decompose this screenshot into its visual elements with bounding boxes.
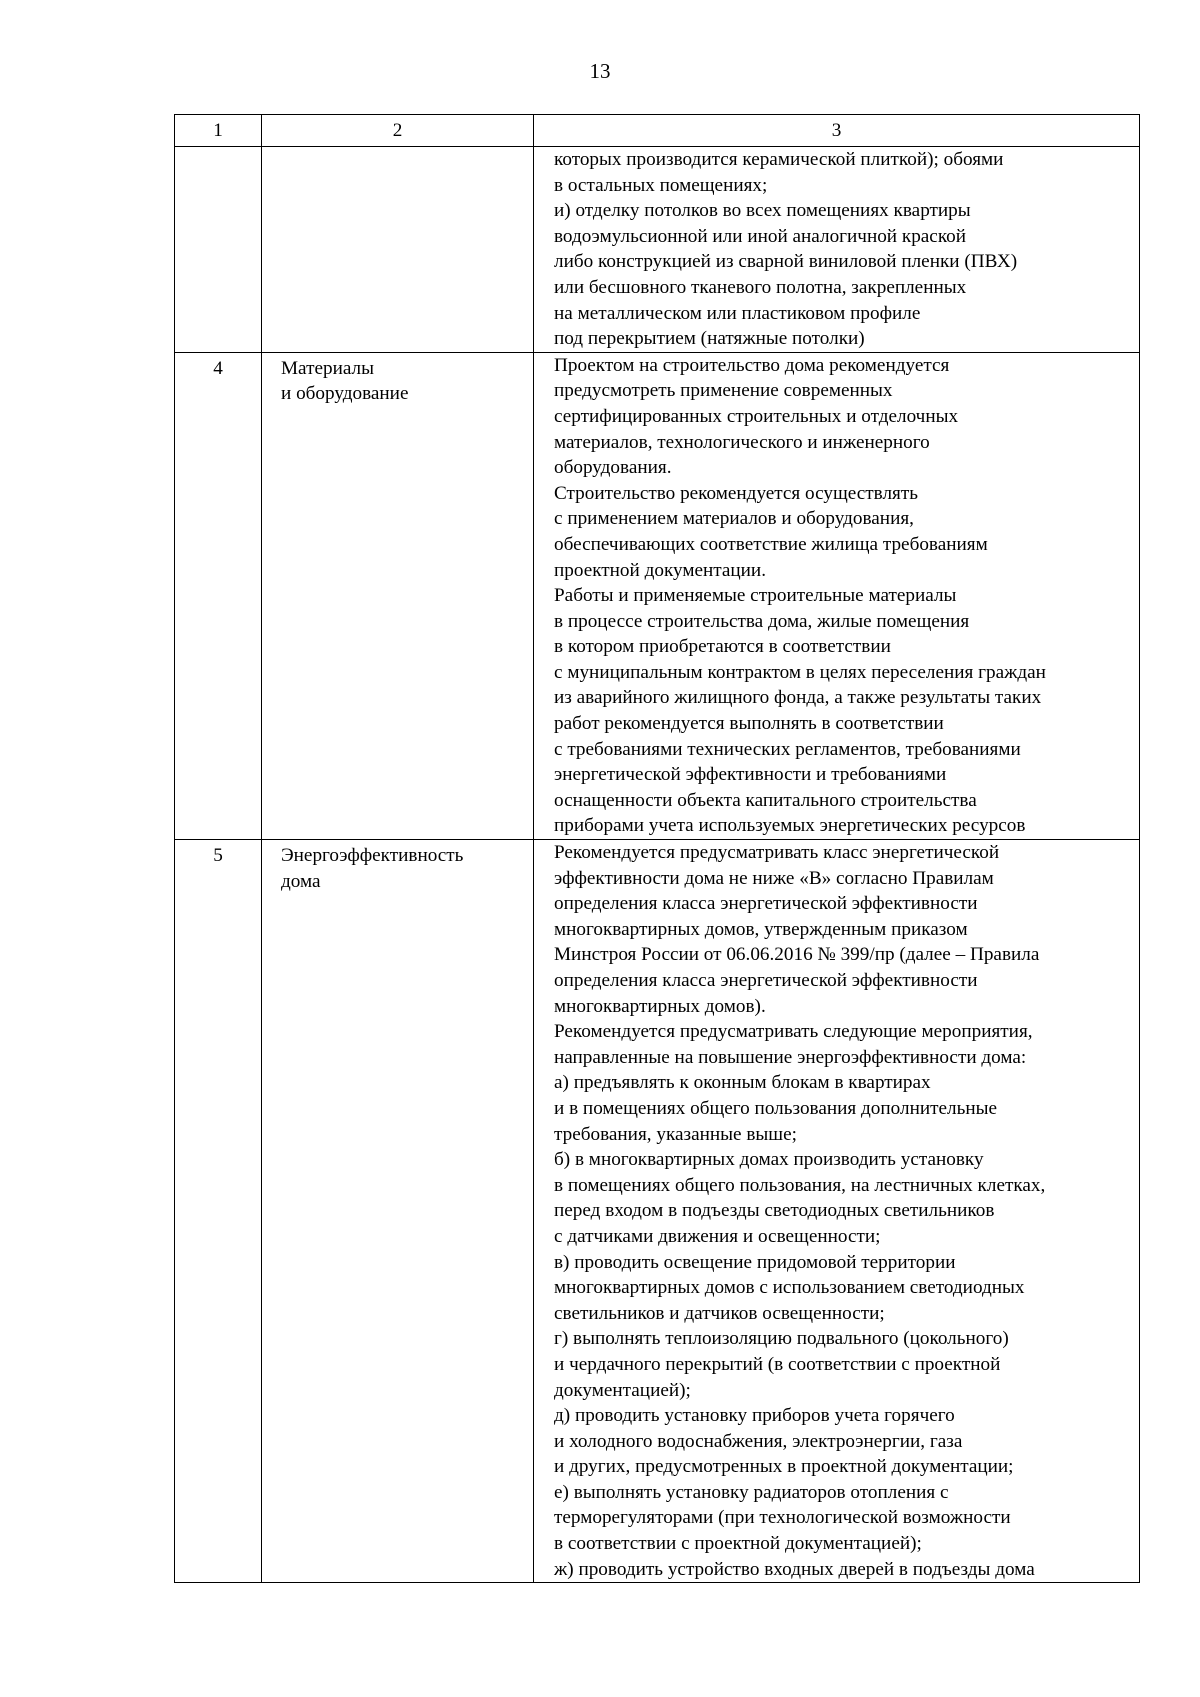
text-line: с датчиками движения и освещенности; — [554, 1225, 881, 1247]
row-number: 4 — [175, 352, 262, 839]
text-line: на металлическом или пластиковом профиле — [554, 302, 921, 324]
text-line: приборами учета используемых энергетических ресурсов — [554, 815, 1026, 837]
row-number: 5 — [175, 840, 262, 1583]
row-title — [262, 352, 534, 839]
row-content — [534, 840, 1140, 1583]
row-content — [534, 147, 1140, 353]
row-title — [262, 840, 534, 1583]
text-line: г) выполнять теплоизоляцию подвального (цокольного) — [554, 1328, 1009, 1350]
text-line: эффективности дома не ниже «В» согласно Правилам — [554, 867, 994, 889]
table-row — [175, 352, 1140, 839]
requirements-table — [174, 114, 1140, 1583]
text-line: в остальных помещениях; — [554, 174, 768, 196]
text-line: Строительство рекомендуется осуществлять — [554, 482, 918, 504]
text-line: материалов, технологического и инженерного — [554, 431, 930, 453]
table-row — [175, 147, 1140, 353]
column-header-3: 3 — [534, 115, 1140, 147]
column-header-1: 1 — [175, 115, 262, 147]
text-line: сертифицированных строительных и отделочных — [554, 405, 959, 427]
text-line: светильников и датчиков освещенности; — [554, 1302, 885, 1324]
text-line: которых производится керамической плиткой); обоями — [554, 149, 1004, 170]
text-line: в котором приобретаются в соответствии — [554, 636, 891, 658]
title-line: и оборудование — [281, 383, 409, 405]
text-line: обеспечивающих соответствие жилища требованиям — [554, 533, 988, 555]
text-line: многоквартирных домов). — [554, 995, 766, 1017]
text-line: и холодного водоснабжения, электроэнергии, газа — [554, 1430, 963, 1452]
text-line: определения класса энергетической эффективности — [554, 970, 978, 991]
row-content — [534, 352, 1140, 839]
text-line: д) проводить установку приборов учета горячего — [554, 1405, 955, 1427]
text-line: терморегуляторами (при технологической возможности — [554, 1507, 1011, 1529]
text-line: водоэмульсионной или иной аналогичной краской — [554, 225, 967, 247]
text-line: и других, предусмотренных в проектной документации; — [554, 1456, 1014, 1478]
text-line: с применением материалов и оборудования, — [554, 508, 914, 530]
text-line: в) проводить освещение придомовой территории — [554, 1251, 956, 1273]
text-line: с требованиями технических регламентов, требованиями — [554, 738, 1021, 760]
text-line: или бесшовного тканевого полотна, закрепленных — [554, 276, 967, 298]
text-line: требования, указанные выше; — [554, 1123, 797, 1145]
text-line: Рекомендуется предусматривать класс энергетической — [554, 842, 1000, 864]
text-line: многоквартирных домов, утвержденным приказом — [554, 918, 968, 940]
text-line: в помещениях общего пользования, на лестничных клетках, — [554, 1174, 1046, 1196]
text-line: Работы и применяемые строительные материалы — [554, 585, 957, 607]
title-line: Материалы — [281, 357, 374, 379]
title-line: Энергоэффективность — [281, 845, 464, 867]
text-line: энергетической эффективности и требованиями — [554, 764, 947, 786]
text-line: работ рекомендуется выполнять в соответствии — [554, 713, 944, 735]
text-line: ж) проводить устройство входных дверей в подъезды дома — [554, 1558, 1035, 1580]
page-number: 13 — [589, 59, 611, 83]
title-line: дома — [281, 870, 321, 892]
text-line: оснащенности объекта капитального строительства — [554, 789, 977, 811]
text-line: в процессе строительства дома, жилые помещения — [554, 610, 970, 632]
text-line: документацией); — [554, 1379, 691, 1401]
text-line: под перекрытием (натяжные потолки) — [554, 328, 865, 350]
text-line: и чердачного перекрытий (в соответствии с проектной — [554, 1353, 1001, 1375]
text-line: и) отделку потолков во всех помещениях квартиры — [554, 200, 971, 222]
text-line: направленные на повышение энергоэффективности дома: — [554, 1046, 1027, 1068]
table-header-row — [175, 115, 1140, 147]
text-line: е) выполнять установку радиаторов отопления с — [554, 1481, 949, 1503]
text-line: и в помещениях общего пользования дополнительные — [554, 1097, 998, 1119]
text-line: либо конструкцией из сварной виниловой пленки (ПВХ) — [554, 251, 1018, 273]
text-line: определения класса энергетической эффективности — [554, 893, 978, 915]
text-line: перед входом в подъезды светодиодных светильников — [554, 1200, 995, 1222]
text-line: с муниципальным контрактом в целях переселения граждан — [554, 661, 1046, 683]
text-line: Рекомендуется предусматривать следующие мероприятия, — [554, 1021, 1033, 1043]
text-line: проектной документации. — [554, 559, 766, 581]
text-line: в соответствии с проектной документацией); — [554, 1533, 922, 1555]
column-header-2: 2 — [262, 115, 534, 147]
text-line: многоквартирных домов с использованием светодиодных — [554, 1277, 1025, 1299]
text-line: Проектом на строительство дома рекомендуется — [554, 354, 950, 376]
text-line: Минстроя России от 06.06.2016 № 399/пр (далее – Правила — [554, 944, 1040, 966]
table-row — [175, 840, 1140, 1583]
row-number — [175, 147, 262, 353]
text-line: предусмотреть применение современных — [554, 380, 893, 402]
text-line: оборудования. — [554, 457, 672, 479]
text-line: из аварийного жилищного фонда, а также результаты таких — [554, 687, 1042, 709]
text-line: б) в многоквартирных домах производить установку — [554, 1149, 984, 1171]
row-title — [262, 147, 534, 353]
text-line: а) предъявлять к оконным блокам в квартирах — [554, 1072, 931, 1094]
